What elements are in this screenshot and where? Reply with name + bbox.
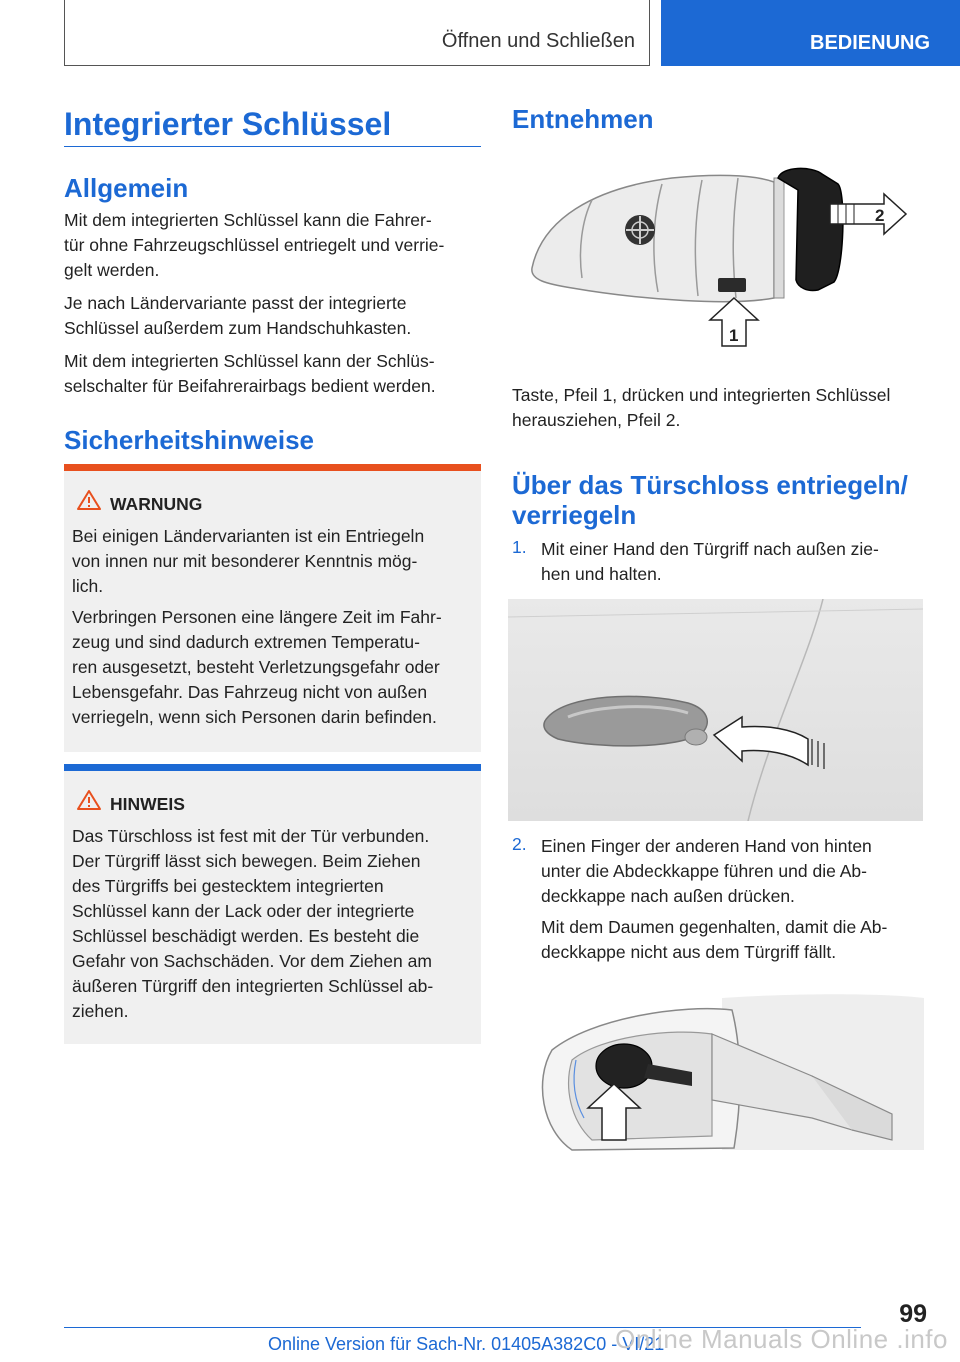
- notice-line: ziehen.: [72, 1001, 129, 1021]
- notice-box: [64, 764, 481, 1044]
- general-line: tür ohne Fahrzeugschlüssel entriegelt und verrie-: [64, 235, 445, 255]
- warning-text: [72, 524, 473, 730]
- warning-triangle-icon: [76, 489, 102, 511]
- caption-line: Taste, Pfeil 1, drücken und integrierten Schlüssel: [512, 385, 891, 405]
- warning-box: [64, 464, 481, 752]
- notice-line: Schlüssel beschädigt werden. Es besteht die: [72, 926, 420, 946]
- door-handle-illustration: [508, 599, 923, 821]
- lock-cylinder-cap: [596, 1044, 652, 1088]
- step-number: 1.: [512, 537, 527, 557]
- step-text: [541, 537, 928, 587]
- title-rule: [64, 146, 481, 147]
- notice-line: Gefahr von Sachschäden. Vor dem Ziehen am: [72, 951, 432, 971]
- warning-line: Verbringen Personen eine längere Zeit im Fahr-: [72, 607, 442, 627]
- notice-line: des Türgriffs bei gestecktem integrierten: [72, 876, 384, 896]
- step-line: Mit dem Daumen gegenhalten, damit die Ab-: [541, 917, 888, 937]
- general-line: Mit dem integrierten Schlüssel kann die Fahrer-: [64, 210, 432, 230]
- warning-line: lich.: [72, 576, 104, 596]
- general-line: Je nach Ländervariante passt der integrierte: [64, 293, 407, 313]
- warning-line: Lebensgefahr. Das Fahrzeug nicht von außen: [72, 682, 428, 702]
- notice-bar: [64, 764, 481, 771]
- key-fob-illustration: [512, 160, 928, 370]
- warning-line: zeug und sind dadurch extremen Temperatu-: [72, 632, 420, 652]
- notice-line: Schlüssel kann der Lack oder der integrierte: [72, 901, 415, 921]
- heading-door-lock: [512, 470, 928, 530]
- header-chapter-box: [64, 0, 650, 66]
- header-section-tab: [661, 0, 960, 66]
- step-line: Einen Finger der anderen Hand von hinten: [541, 836, 872, 856]
- step-line: Mit einer Hand den Türgriff nach außen zie-: [541, 539, 879, 559]
- notice-line: äußeren Türgriff den integrierten Schlüssel ab-: [72, 976, 434, 996]
- heading-safety: Sicherheitshinweise: [64, 425, 314, 455]
- notice-text: [72, 824, 473, 1024]
- watermark: Online Manuals Online .info: [615, 1324, 948, 1354]
- header-section-label: BEDIENUNG: [810, 32, 931, 54]
- warning-bar: [64, 464, 481, 471]
- general-line: gelt werden.: [64, 260, 160, 280]
- step-line: deckkappe nach außen drücken.: [541, 886, 795, 906]
- notice-line: Das Türschloss ist fest mit der Tür verbunden.: [72, 826, 430, 846]
- notice-line: Der Türgriff lässt sich bewegen. Beim Ziehen: [72, 851, 421, 871]
- heading-door-lock-line: Über das Türschloss entriegeln/: [512, 470, 908, 500]
- general-line: Schlüssel außerdem zum Handschuhkasten.: [64, 318, 412, 338]
- heading-door-lock-line: verriegeln: [512, 500, 637, 530]
- warning-line: ren ausgesetzt, besteht Verletzungsgefahr oder: [72, 657, 440, 677]
- step-1: [512, 537, 928, 589]
- general-line: Mit dem integrierten Schlüssel kann der Schlüs-: [64, 351, 435, 371]
- step-number: 2.: [512, 834, 527, 854]
- heading-general: Allgemein: [64, 173, 189, 203]
- step-line: unter die Abdeckkappe führen und die Ab-: [541, 861, 867, 881]
- step-2: [512, 834, 928, 964]
- step-line: deckkappe nicht aus dem Türgriff fällt.: [541, 942, 837, 962]
- release-button: [718, 278, 746, 292]
- notice-triangle-icon: [76, 789, 102, 811]
- arrow-label-2: 2: [875, 206, 885, 225]
- caption-line: herausziehen, Pfeil 2.: [512, 410, 681, 430]
- step-line: hen und halten.: [541, 564, 662, 584]
- cover-cap-illustration: [512, 990, 924, 1158]
- page-title: Integrierter Schlüssel: [64, 106, 392, 142]
- warning-line: verriegeln, wenn sich Personen darin befinden.: [72, 707, 437, 727]
- notice-label: HINWEIS: [110, 794, 185, 814]
- step-text: [541, 834, 928, 965]
- heading-remove: Entnehmen: [512, 104, 654, 134]
- remove-caption: [512, 383, 928, 433]
- warning-line: Bei einigen Ländervarianten ist ein Entriegeln: [72, 526, 425, 546]
- general-text: [64, 208, 481, 399]
- arrow-label-1: 1: [729, 326, 739, 345]
- footer-version: Online Version für Sach-Nr. 01405A382C0 - VI/21: [268, 1334, 665, 1354]
- page-number: 99: [899, 1300, 927, 1328]
- header-chapter-title: Öffnen und Schließen: [441, 30, 635, 52]
- warning-label: WARNUNG: [110, 494, 203, 514]
- warning-line: von innen nur mit besonderer Kenntnis mög-: [72, 551, 418, 571]
- general-line: selschalter für Beifahrerairbags bedient werden.: [64, 376, 436, 396]
